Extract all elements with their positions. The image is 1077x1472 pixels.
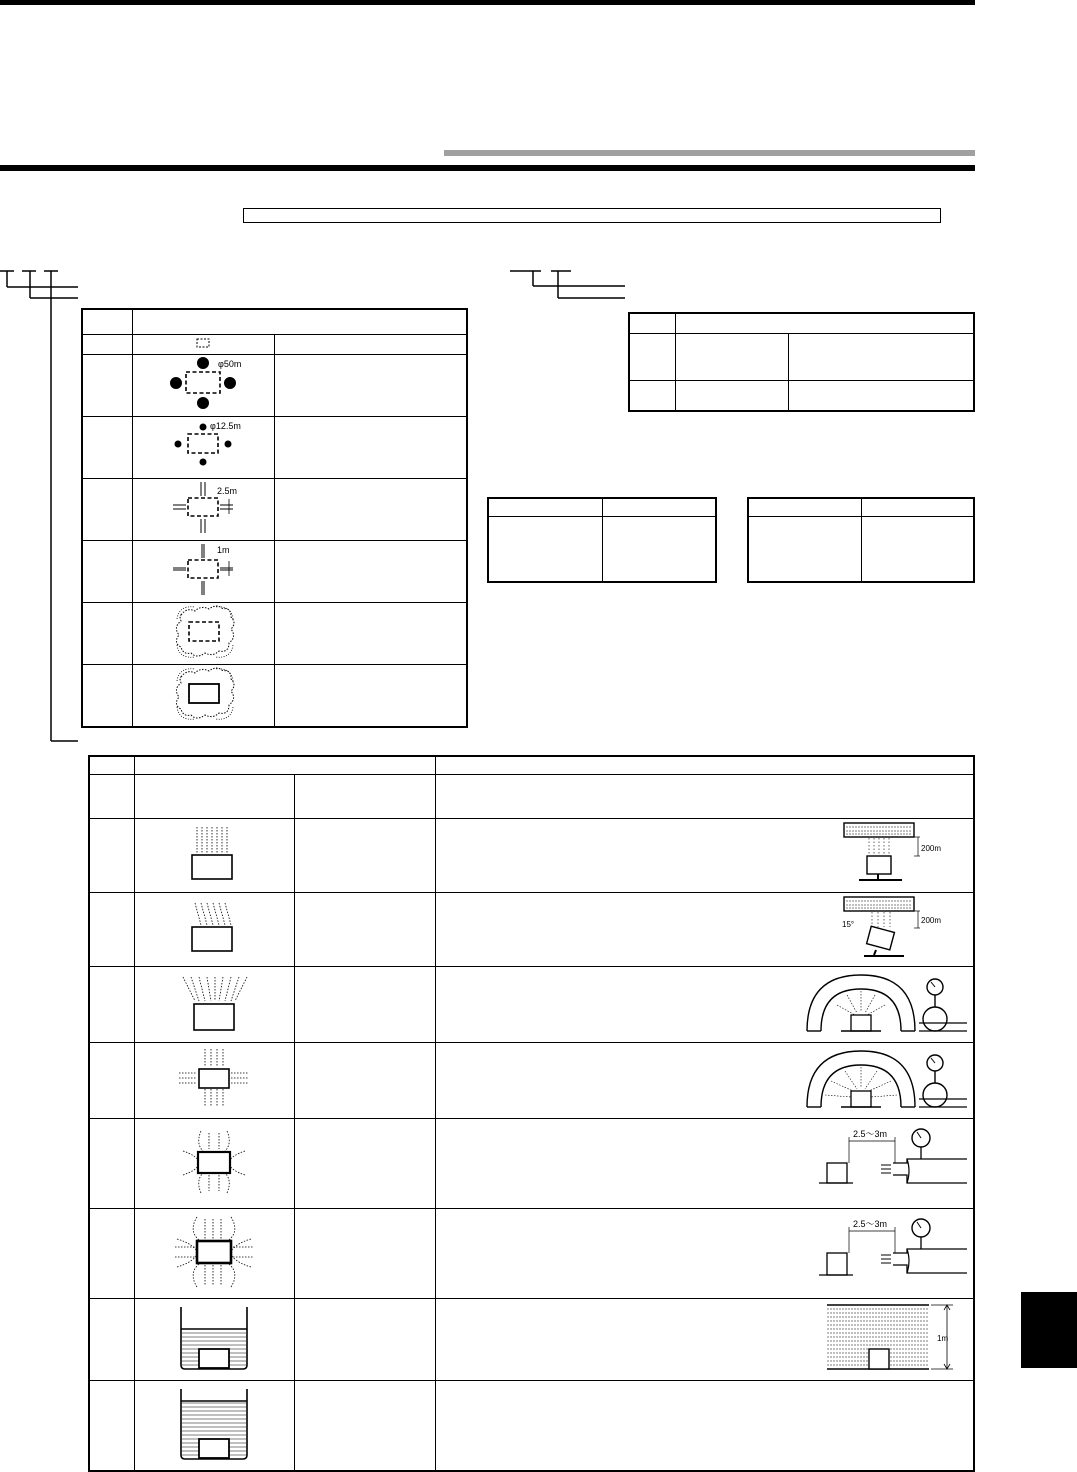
second-digit-row-name: [294, 1042, 435, 1118]
drip-box-test-icon: [834, 821, 969, 887]
second-digit-row-icon-cell: [134, 1380, 294, 1471]
small-left-cell-b: [602, 516, 716, 582]
powerful-jet-test-icon: [811, 1213, 971, 1285]
second-digit-row-name: [294, 1298, 435, 1380]
tilted-drip-test-icon: [834, 895, 969, 961]
submersion-icon: [135, 1381, 293, 1465]
first-digit-header-title: [132, 309, 467, 334]
second-digit-row-code: [89, 966, 134, 1042]
dimension-label: 2.5～3m: [853, 1128, 888, 1139]
second-digit-row-test: [435, 1298, 974, 1380]
first-digit-row-code: [82, 602, 132, 664]
second-digit-row-code: [89, 1208, 134, 1298]
vertical-drip-icon: [135, 819, 293, 887]
second-digit-row-test: [435, 1380, 974, 1471]
additional-row-name: [675, 333, 788, 380]
dimension-label: 1m: [937, 1333, 949, 1343]
second-digit-row-test: [435, 1042, 974, 1118]
second-digit-row-name: [294, 818, 435, 892]
first-digit-row-desc: [274, 416, 467, 478]
powerful-jet-icon: [135, 1209, 293, 1293]
immersion-tank-test-icon: [819, 1301, 969, 1375]
first-digit-row-icon-cell: [132, 416, 274, 478]
second-digit-row-code: [89, 1118, 134, 1208]
immersion-icon: [135, 1299, 293, 1375]
first-digit-row-desc: [274, 540, 467, 602]
first-digit-row-icon-cell: [132, 664, 274, 727]
small-right-header-a: [748, 498, 861, 516]
additional-letter-table: [628, 312, 975, 412]
small-right-header-b: [861, 498, 974, 516]
second-digit-header-protection: [134, 756, 435, 774]
first-digit-row-icon-cell: [132, 540, 274, 602]
small-table-right: [747, 497, 975, 583]
second-digit-row-code: [89, 1380, 134, 1471]
small-right-cell-b: [861, 516, 974, 582]
small-left-header-a: [488, 498, 602, 516]
second-digit-subheader-code: [89, 774, 134, 818]
second-digit-row-code: [89, 892, 134, 966]
section-title-bar: [444, 150, 975, 156]
second-digit-row-icon-cell: [134, 966, 294, 1042]
chapter-tab: [1021, 1292, 1077, 1368]
additional-row-desc: [788, 333, 974, 380]
enclosure-symbol-icon: [196, 338, 210, 348]
wire-objects-icon: [133, 541, 275, 597]
first-digit-row-desc: [274, 664, 467, 727]
dimension-label: 200m: [921, 843, 942, 853]
small-right-cell-a: [748, 516, 861, 582]
first-digit-row-icon-cell: [132, 602, 274, 664]
code-bracket-right: [505, 265, 630, 305]
dimension-label: 2.5～3m: [853, 1218, 888, 1229]
second-digit-row-code: [89, 1298, 134, 1380]
first-digit-row-code: [82, 540, 132, 602]
second-digit-row-name: [294, 966, 435, 1042]
spray-pipe-test-icon: [801, 969, 971, 1037]
additional-row-code: [629, 333, 675, 380]
small-left-cell-a: [488, 516, 602, 582]
additional-header-title: [675, 313, 974, 333]
dimension-label: 200m: [921, 915, 942, 925]
tilted-drip-icon: [135, 893, 293, 961]
second-digit-row-name: [294, 1380, 435, 1471]
header-rule: [0, 165, 975, 171]
first-digit-header-code: [82, 309, 132, 334]
large-solid-objects-icon: [133, 355, 275, 411]
first-digit-row-desc: [274, 354, 467, 416]
dust-tight-icon: [133, 665, 275, 721]
first-digit-row-desc: [274, 602, 467, 664]
second-digit-row-name: [294, 892, 435, 966]
additional-row-desc: [788, 380, 974, 411]
second-digit-row-test: [435, 966, 974, 1042]
first-digit-row-desc: [274, 478, 467, 540]
second-digit-row-code: [89, 1042, 134, 1118]
second-digit-subheader-diagram: [134, 774, 294, 818]
spraying-water-icon: [135, 967, 293, 1037]
water-jet-icon: [135, 1119, 293, 1203]
first-digit-table: [81, 308, 468, 728]
dimension-label: 2.5m: [216, 485, 237, 496]
first-digit-subheader-symbol: [132, 334, 274, 354]
second-digit-row-icon-cell: [134, 1042, 294, 1118]
additional-row-name: [675, 380, 788, 411]
dust-protected-icon: [133, 603, 275, 659]
second-digit-row-icon-cell: [134, 1208, 294, 1298]
first-digit-subheader-desc: [274, 334, 467, 354]
medium-solid-objects-icon: [133, 417, 275, 473]
code-bracket-left: [0, 265, 90, 745]
additional-row-code: [629, 380, 675, 411]
second-digit-table: [88, 755, 975, 1472]
small-solid-objects-icon: [133, 479, 275, 535]
second-digit-subheader-name: [294, 774, 435, 818]
top-rule: [0, 0, 975, 5]
first-digit-row-icon-cell: [132, 478, 274, 540]
dimension-label: φ50m: [217, 358, 241, 369]
second-digit-row-test: [435, 818, 974, 892]
dimension-label: 1m: [216, 544, 230, 555]
small-left-header-b: [602, 498, 716, 516]
second-digit-header-test: [435, 756, 974, 774]
second-digit-row-test: [435, 892, 974, 966]
angle-label: 15°: [842, 919, 855, 929]
legend-box: [243, 208, 941, 223]
first-digit-row-code: [82, 354, 132, 416]
second-digit-subheader-test: [435, 774, 974, 818]
first-digit-row-icon-cell: [132, 354, 274, 416]
second-digit-row-icon-cell: [134, 1298, 294, 1380]
second-digit-header-code: [89, 756, 134, 774]
small-table-left: [487, 497, 717, 583]
splashing-water-icon: [135, 1043, 293, 1113]
additional-header-code: [629, 313, 675, 333]
dimension-label: φ12.5m: [209, 420, 241, 431]
second-digit-row-name: [294, 1208, 435, 1298]
first-digit-row-code: [82, 478, 132, 540]
jet-nozzle-test-icon: [811, 1123, 971, 1195]
second-digit-row-test: [435, 1208, 974, 1298]
second-digit-row-name: [294, 1118, 435, 1208]
second-digit-row-icon-cell: [134, 818, 294, 892]
second-digit-row-code: [89, 818, 134, 892]
second-digit-row-test: [435, 1118, 974, 1208]
splash-pipe-test-icon: [801, 1045, 971, 1113]
second-digit-row-icon-cell: [134, 1118, 294, 1208]
first-digit-row-code: [82, 664, 132, 727]
second-digit-row-icon-cell: [134, 892, 294, 966]
first-digit-subheader-code: [82, 334, 132, 354]
first-digit-row-code: [82, 416, 132, 478]
